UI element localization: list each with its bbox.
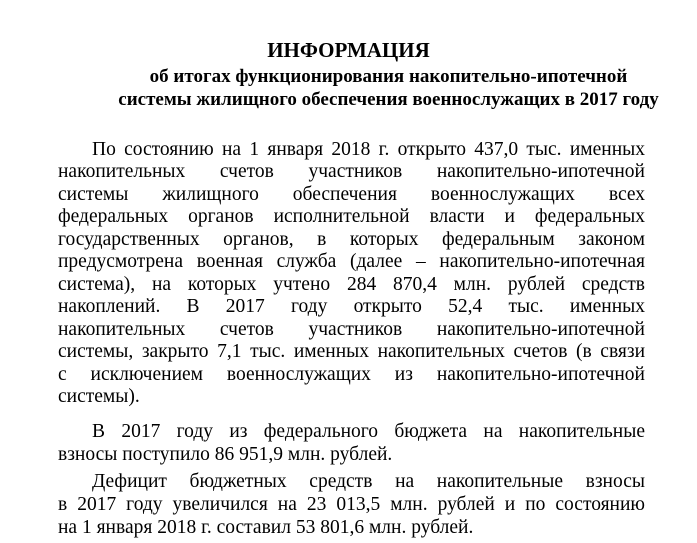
text-line: накоплений. В 2017 году открыто 52,4 тыс. именных [58, 296, 645, 317]
text-line: государственных органов, в которых федеральным законом [58, 229, 645, 250]
text-line: системы). [58, 386, 140, 407]
text-line: в 2017 году увеличился на 23 013,5 млн. рублей и по состоянию [58, 494, 645, 515]
text-line: системы жилищного обеспечения военнослужащих всех [58, 184, 645, 205]
text-line: В 2017 году из федерального бюджета на накопительные [92, 421, 645, 442]
document-subtitle-line-2: системы жилищного обеспечения военнослужащих в 2017 году [118, 89, 659, 110]
text-line: система), на которых учтено 284 870,4 млн. рублей средств [58, 274, 645, 295]
text-line: взносы поступило 86 951,9 млн. рублей. [58, 444, 393, 465]
text-line: накопительных счетов участников накопительно-ипотечной [58, 319, 645, 340]
document-title: ИНФОРМАЦИЯ [267, 38, 430, 62]
text-line: накопительных счетов участников накопительно-ипотечной [58, 161, 645, 182]
text-line: системы, закрыто 7,1 тыс. именных накопительных счетов (в связи [58, 341, 645, 362]
text-line: на 1 января 2018 г. составил 53 801,6 млн. рублей. [58, 517, 474, 538]
text-line: федеральных органов исполнительной власти и федеральных [58, 206, 645, 227]
document-subtitle-line-1: об итогах функционирования накопительно-ипотечной [149, 66, 628, 87]
text-line: с исключением военнослужащих из накопительно-ипотечной [58, 364, 645, 385]
text-line: Дефицит бюджетных средств на накопительные взносы [92, 471, 645, 492]
text-line: предусмотрена военная служба (далее – накопительно-ипотечная [58, 251, 645, 272]
text-line: По состоянию на 1 января 2018 г. открыто 437,0 тыс. именных [92, 139, 645, 160]
